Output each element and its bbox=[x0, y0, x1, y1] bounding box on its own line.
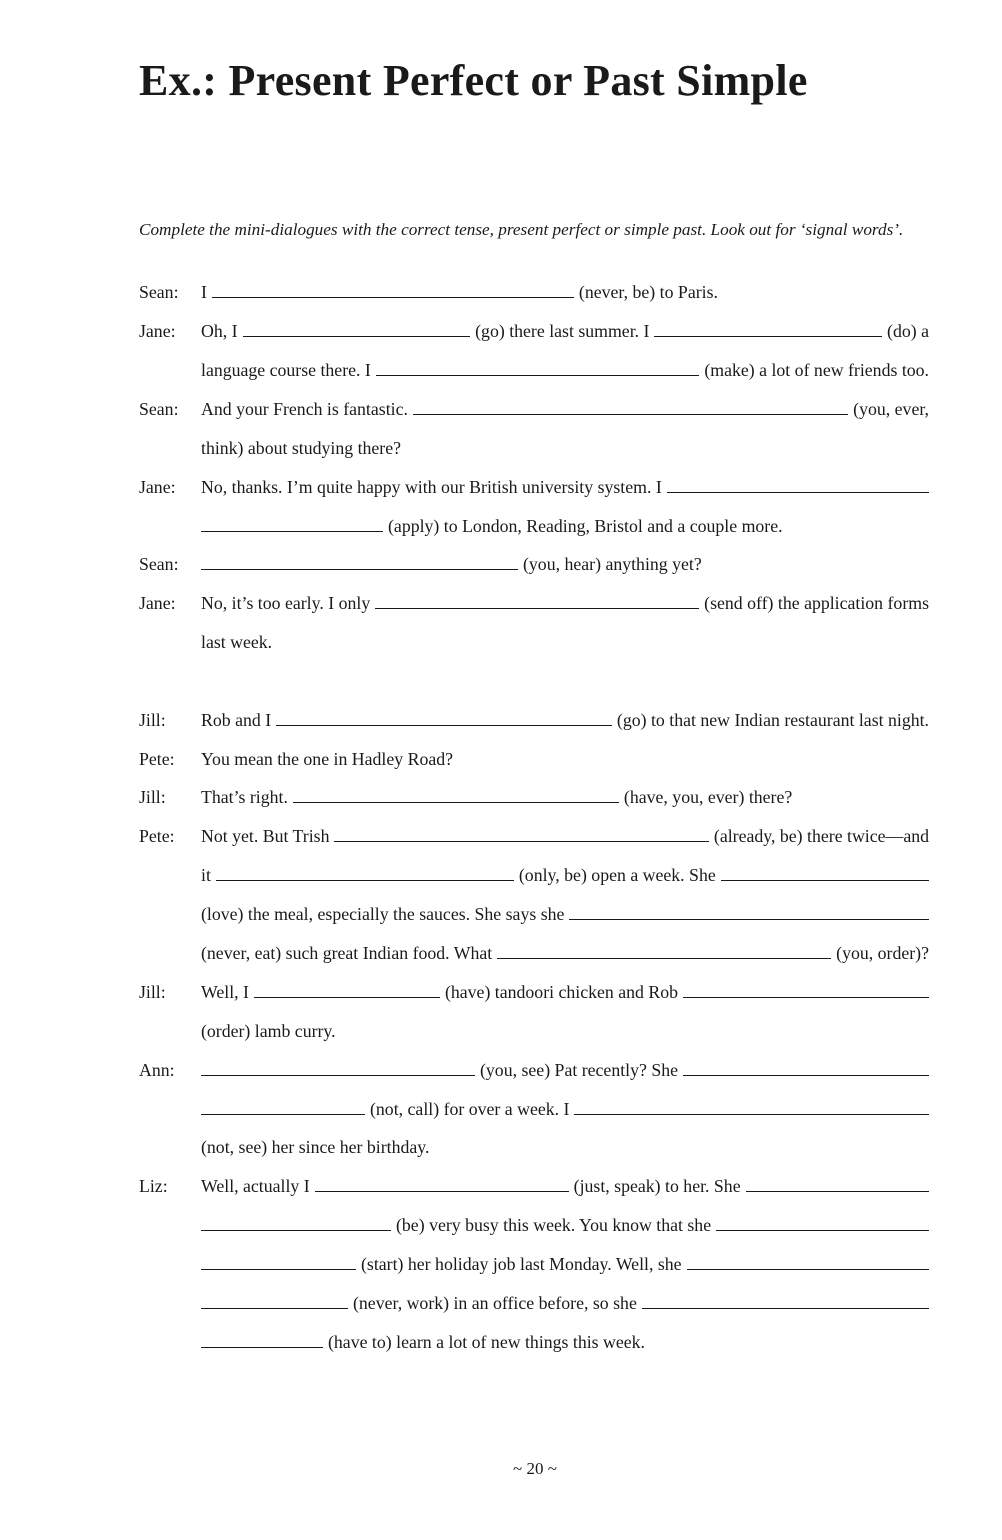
speaker-label: Sean: bbox=[139, 399, 179, 419]
answer-blank[interactable] bbox=[201, 1057, 475, 1076]
answer-blank[interactable] bbox=[254, 979, 440, 998]
answer-blank[interactable] bbox=[201, 1329, 323, 1348]
dialogue-line: Jane: Oh, I (go) there last summer. I (do) a bbox=[139, 316, 929, 346]
answer-blank[interactable] bbox=[201, 513, 383, 532]
dialogue-line: (have to) learn a lot of new things this week. bbox=[139, 1327, 929, 1357]
dialogue-line: Ann: (you, see) Pat recently? She bbox=[139, 1055, 929, 1085]
speaker-label: Jill: bbox=[139, 787, 166, 807]
instructions: Complete the mini-dialogues with the correct tense, present perfect or simple past. Look out for ‘signal words’. bbox=[139, 220, 904, 239]
answer-blank[interactable] bbox=[683, 1057, 929, 1076]
speaker-label: Pete: bbox=[139, 749, 175, 769]
page-number: ~ 20 ~ bbox=[513, 1459, 557, 1478]
dialogue-line: Pete: You mean the one in Hadley Road? bbox=[139, 744, 929, 774]
speaker-label: Jane: bbox=[139, 593, 176, 613]
answer-blank[interactable] bbox=[375, 590, 699, 609]
speaker-label: Jane: bbox=[139, 321, 176, 341]
answer-blank[interactable] bbox=[201, 1290, 348, 1309]
answer-blank[interactable] bbox=[574, 1096, 929, 1115]
speaker-label: Ann: bbox=[139, 1060, 175, 1080]
answer-blank[interactable] bbox=[201, 551, 518, 570]
dialogue-line: Jane: No, thanks. I’m quite happy with our British university system. I bbox=[139, 472, 929, 502]
speaker-label: Jill: bbox=[139, 982, 166, 1002]
answer-blank[interactable] bbox=[243, 318, 471, 337]
answer-blank[interactable] bbox=[212, 279, 574, 298]
dialogue-line: (not, call) for over a week. I bbox=[139, 1094, 929, 1124]
dialogue-line: Jill: That’s right. (have, you, ever) there? bbox=[139, 782, 929, 812]
speaker-label: Liz: bbox=[139, 1176, 168, 1196]
dialogue-line: (never, eat) such great Indian food. What (you, order)? bbox=[139, 938, 929, 968]
speaker-label: Pete: bbox=[139, 826, 175, 846]
dialogue-line: Sean: And your French is fantastic. (you, ever, bbox=[139, 394, 929, 424]
answer-blank[interactable] bbox=[746, 1173, 929, 1192]
answer-blank[interactable] bbox=[413, 396, 848, 415]
answer-blank[interactable] bbox=[376, 357, 700, 376]
answer-blank[interactable] bbox=[201, 1251, 356, 1270]
answer-blank[interactable] bbox=[716, 1212, 929, 1231]
answer-blank[interactable] bbox=[721, 862, 929, 881]
dialogue-line: (be) very busy this week. You know that she bbox=[139, 1210, 929, 1240]
answer-blank[interactable] bbox=[334, 823, 708, 842]
answer-blank[interactable] bbox=[276, 707, 612, 726]
dialogue-line: last week. bbox=[201, 632, 273, 652]
page-title: Ex.: Present Perfect or Past Simple bbox=[139, 56, 808, 105]
dialogue-line: it (only, be) open a week. She bbox=[139, 860, 929, 890]
dialogue-line: Jane: No, it’s too early. I only (send off) the application forms bbox=[139, 588, 929, 618]
answer-blank[interactable] bbox=[497, 940, 831, 959]
answer-blank[interactable] bbox=[201, 1212, 391, 1231]
speaker-label: Jane: bbox=[139, 477, 176, 497]
answer-blank[interactable] bbox=[683, 979, 929, 998]
speaker-label: Sean: bbox=[139, 554, 179, 574]
answer-blank[interactable] bbox=[216, 862, 514, 881]
answer-blank[interactable] bbox=[569, 901, 929, 920]
dialogue-line: (start) her holiday job last Monday. Well, she bbox=[139, 1249, 929, 1279]
speaker-label: Sean: bbox=[139, 282, 179, 302]
dialogue-line: think) about studying there? bbox=[201, 438, 401, 458]
speaker-label: Jill: bbox=[139, 710, 166, 730]
dialogue-line: (order) lamb curry. bbox=[201, 1021, 336, 1041]
dialogue-line: language course there. I (make) a lot of new friends too. bbox=[139, 355, 929, 385]
dialogue-line: (not, see) her since her birthday. bbox=[201, 1137, 430, 1157]
answer-blank[interactable] bbox=[642, 1290, 929, 1309]
answer-blank[interactable] bbox=[293, 784, 619, 803]
dialogue-line: Jill: Rob and I (go) to that new Indian restaurant last night. bbox=[139, 705, 929, 735]
answer-blank[interactable] bbox=[315, 1173, 569, 1192]
dialogue-line: Pete: Not yet. But Trish (already, be) there twice—and bbox=[139, 821, 929, 851]
dialogue-line: Sean: I (never, be) to Paris. bbox=[139, 277, 929, 307]
answer-blank[interactable] bbox=[654, 318, 882, 337]
answer-blank[interactable] bbox=[687, 1251, 929, 1270]
dialogue-line: Liz: Well, actually I (just, speak) to her. She bbox=[139, 1171, 929, 1201]
answer-blank[interactable] bbox=[667, 474, 929, 493]
dialogue-line: Jill: Well, I (have) tandoori chicken and Rob bbox=[139, 977, 929, 1007]
dialogue-line: (love) the meal, especially the sauces. She says she bbox=[139, 899, 929, 929]
dialogue-line: (apply) to London, Reading, Bristol and a couple more. bbox=[139, 511, 929, 541]
dialogue-line: (never, work) in an office before, so she bbox=[139, 1288, 929, 1318]
dialogue-line: Sean: (you, hear) anything yet? bbox=[139, 549, 929, 579]
answer-blank[interactable] bbox=[201, 1096, 365, 1115]
